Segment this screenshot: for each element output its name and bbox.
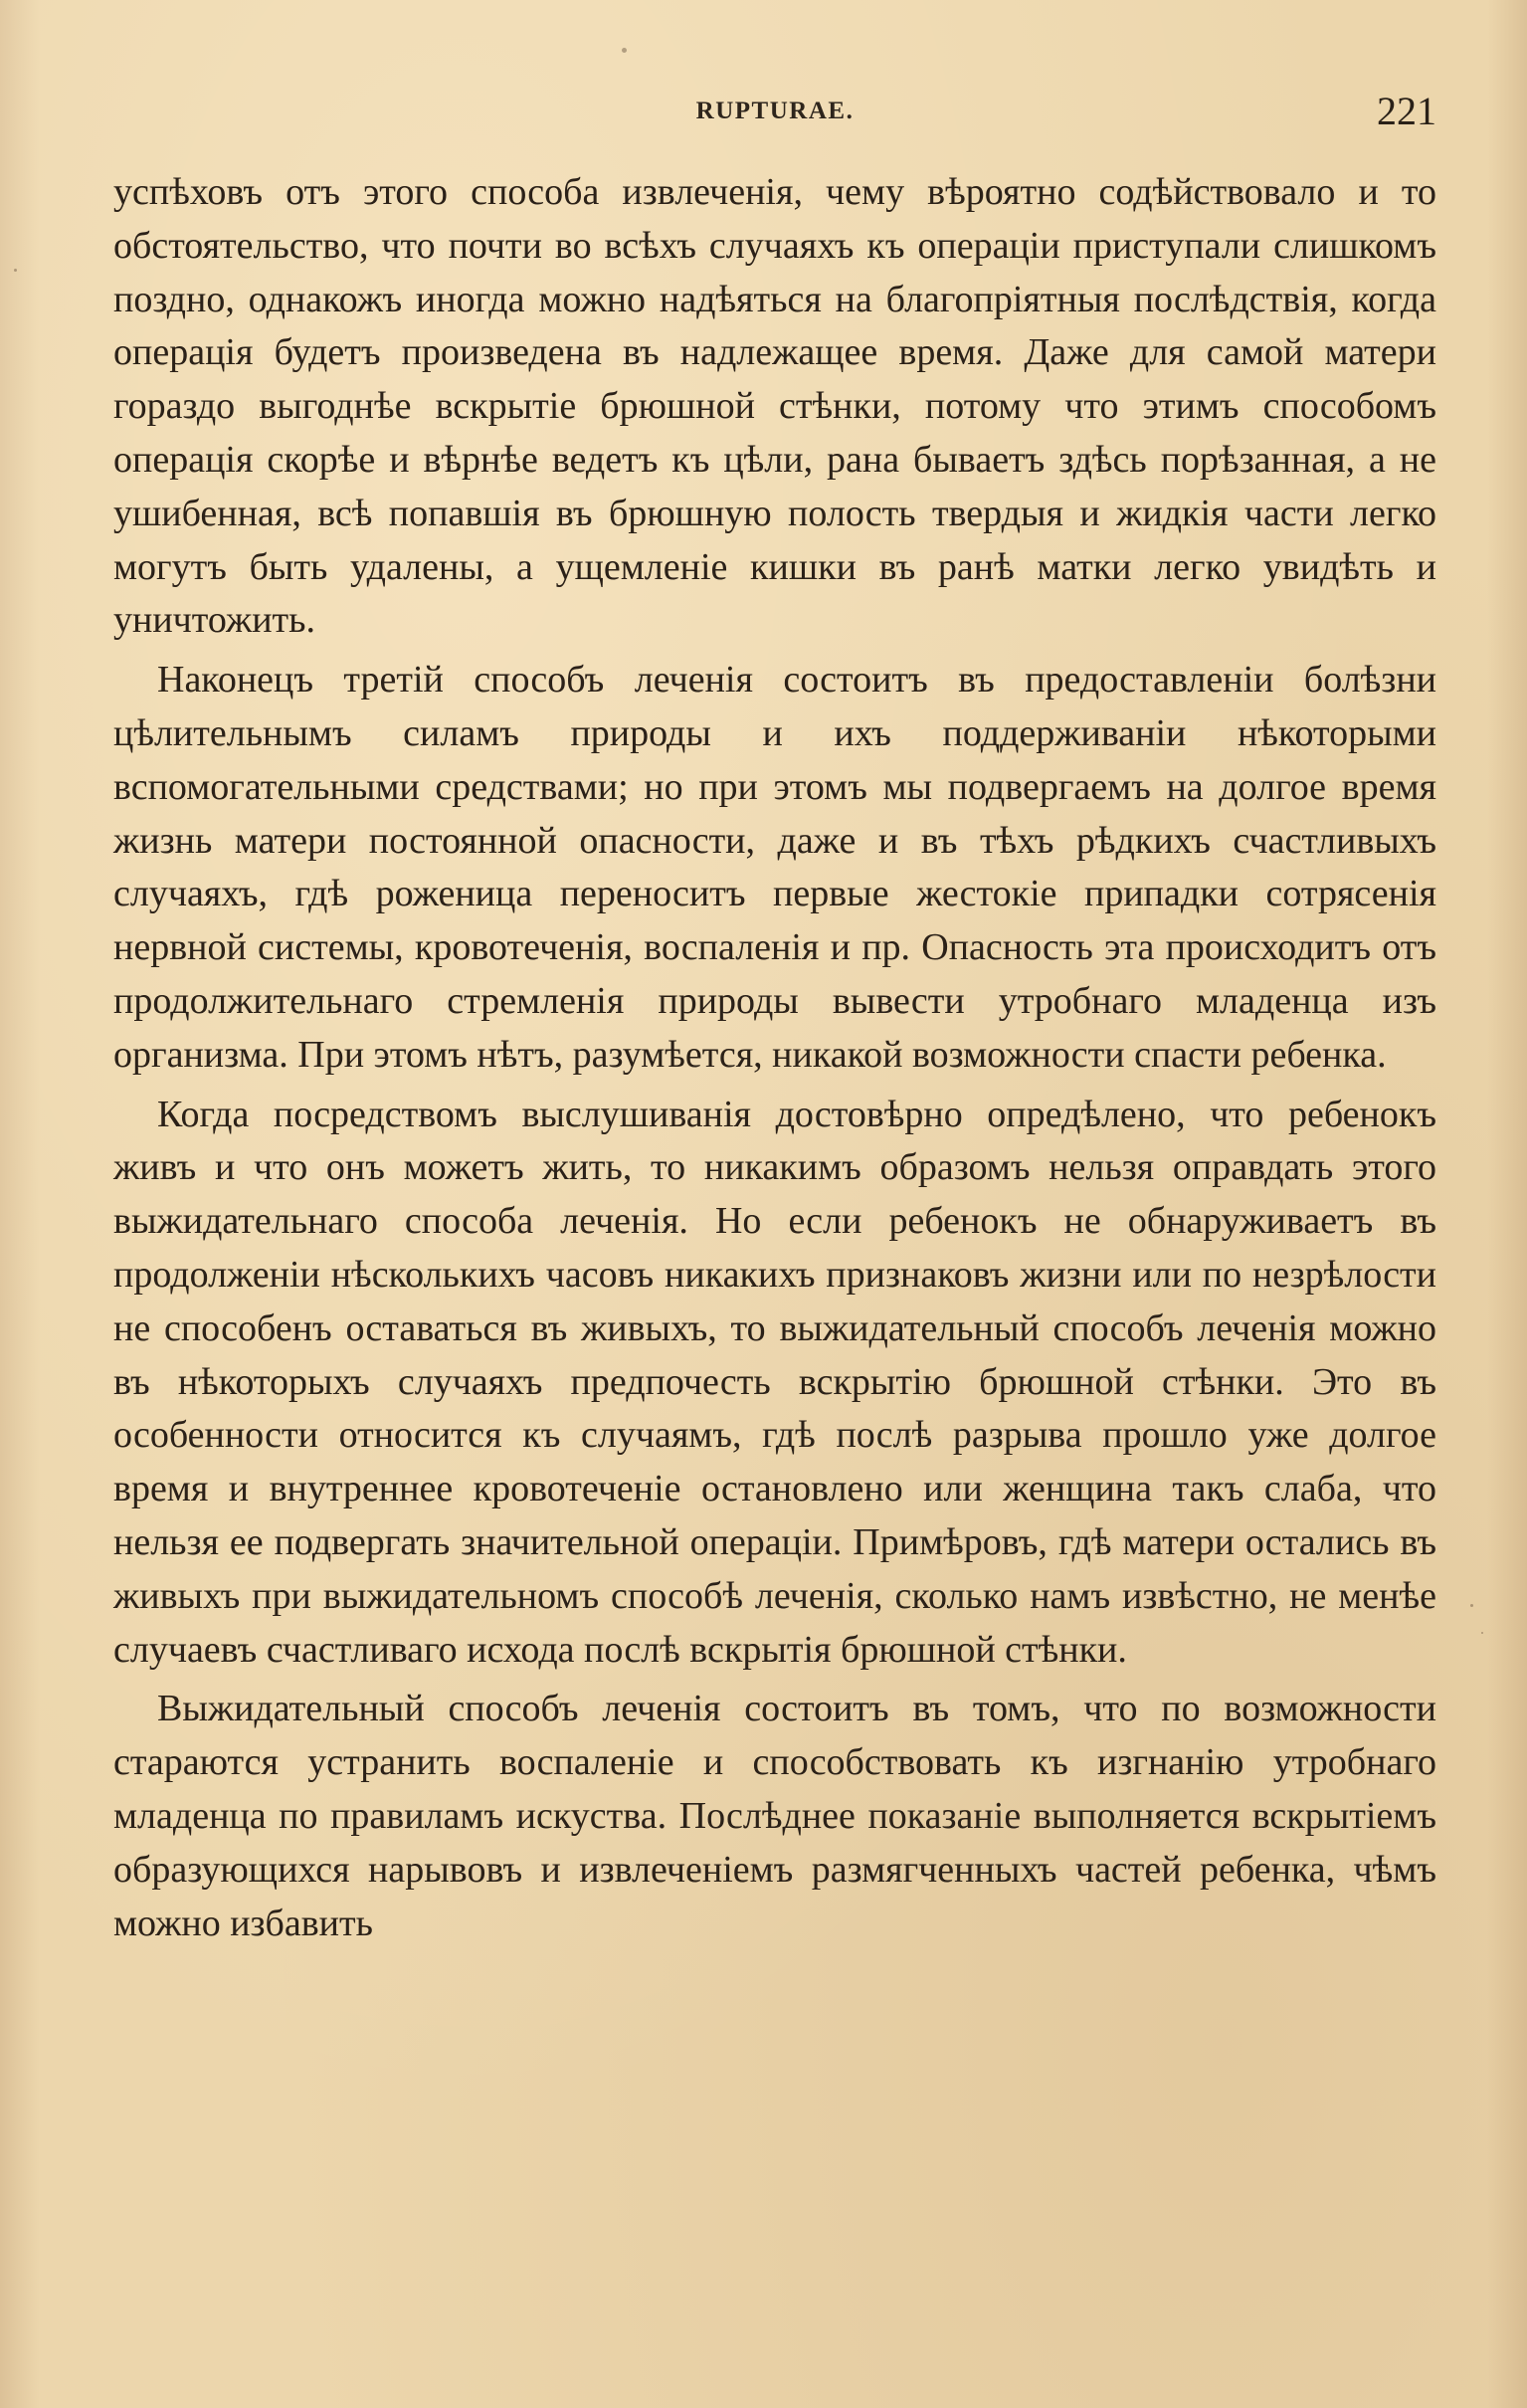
- paragraph-2: Наконецъ третій способъ леченія состоитъ въ предоставленіи болѣзни цѣлительнымъ силамъ природы и ихъ поддерживаніи нѣкоторыми вспомогательными средствами; но при этомъ мы подвергаемъ на долгое время жизнь матери постоянной опасности, даже и въ тѣхъ рѣдкихъ счастливыхъ случаяхъ, гдѣ роженица переноситъ первые жестокіе припадки сотрясенія нервной системы, кровотеченія, воспаленія и пр. Опасность эта происходитъ отъ продолжительнаго стремленія природы вывести утробнаго младенца изъ организма. При этомъ нѣтъ, разумѣется, никакой возможности спасти ребенка.: [113, 659, 1436, 1076]
- paragraph-4: Выжидательный способъ леченія состоитъ въ томъ, что по возможности стараются устранить воспаленіе и способствовать къ изгнанію утробнаго младенца по правиламъ искуства. Послѣднее показаніе выполняется вскрытіемъ образующихся нарывовъ и извлеченіемъ размягченныхъ частей ребенка, чѣмъ можно избавить: [113, 1688, 1436, 1944]
- paragraph-1: успѣховъ отъ этого способа извлеченія, чему вѣроятно содѣйствовало и то обстоятельство, что почти во всѣхъ случаяхъ къ операціи приступали слишкомъ поздно, однакожъ иногда можно надѣяться на благопріятныя послѣдствія, когда операція будетъ произведена въ надлежащее время. Даже для самой матери гораздо выгоднѣе вскрытіе брюшной стѣнки, потому что этимъ способомъ операція скорѣе и вѣрнѣе ведетъ къ цѣли, рана бываетъ здѣсь порѣзанная, а не ушибенная, всѣ попавшія въ брюшную полость твердыя и жидкія части легко могутъ быть удалены, а ущемленіе кишки въ ранѣ матки легко увидѣть и уничтожить.: [113, 171, 1436, 642]
- paper-speck: [1481, 1632, 1483, 1634]
- paper-speck: [14, 269, 17, 272]
- paper-speck: [622, 48, 627, 53]
- page-number: 221: [1377, 89, 1436, 133]
- running-head: RUPTURAE.: [695, 98, 855, 124]
- body-text: [113, 166, 1436, 1956]
- page-header: [113, 88, 1436, 135]
- paragraph-3: Когда посредствомъ выслушиванія достовѣрно опредѣлено, что ребенокъ живъ и что онъ можетъ жить, то никакимъ образомъ нельзя оправдать этого выжидательнаго способа леченія. Но если ребенокъ не обнаруживаетъ въ продолженіи нѣсколькихъ часовъ никакихъ признаковъ жизни или по незрѣлости не способенъ оставаться въ живыхъ, то выжидательный способъ леченія можно въ нѣкоторыхъ случаяхъ предпочесть вскрытію брюшной стѣнки. Это въ особенности относится къ случаямъ, гдѣ послѣ разрыва прошло уже долгое время и внутреннее кровотеченіе остановлено или женщина такъ слаба, что нельзя ее подвергать значительной операціи. Примѣровъ, гдѣ матери остались въ живыхъ при выжидательномъ способѣ леченія, сколько намъ извѣстно, не менѣе случаевъ счастливаго исхода послѣ вскрытія брюшной стѣнки.: [113, 1093, 1436, 1671]
- paper-speck: [1470, 1604, 1473, 1607]
